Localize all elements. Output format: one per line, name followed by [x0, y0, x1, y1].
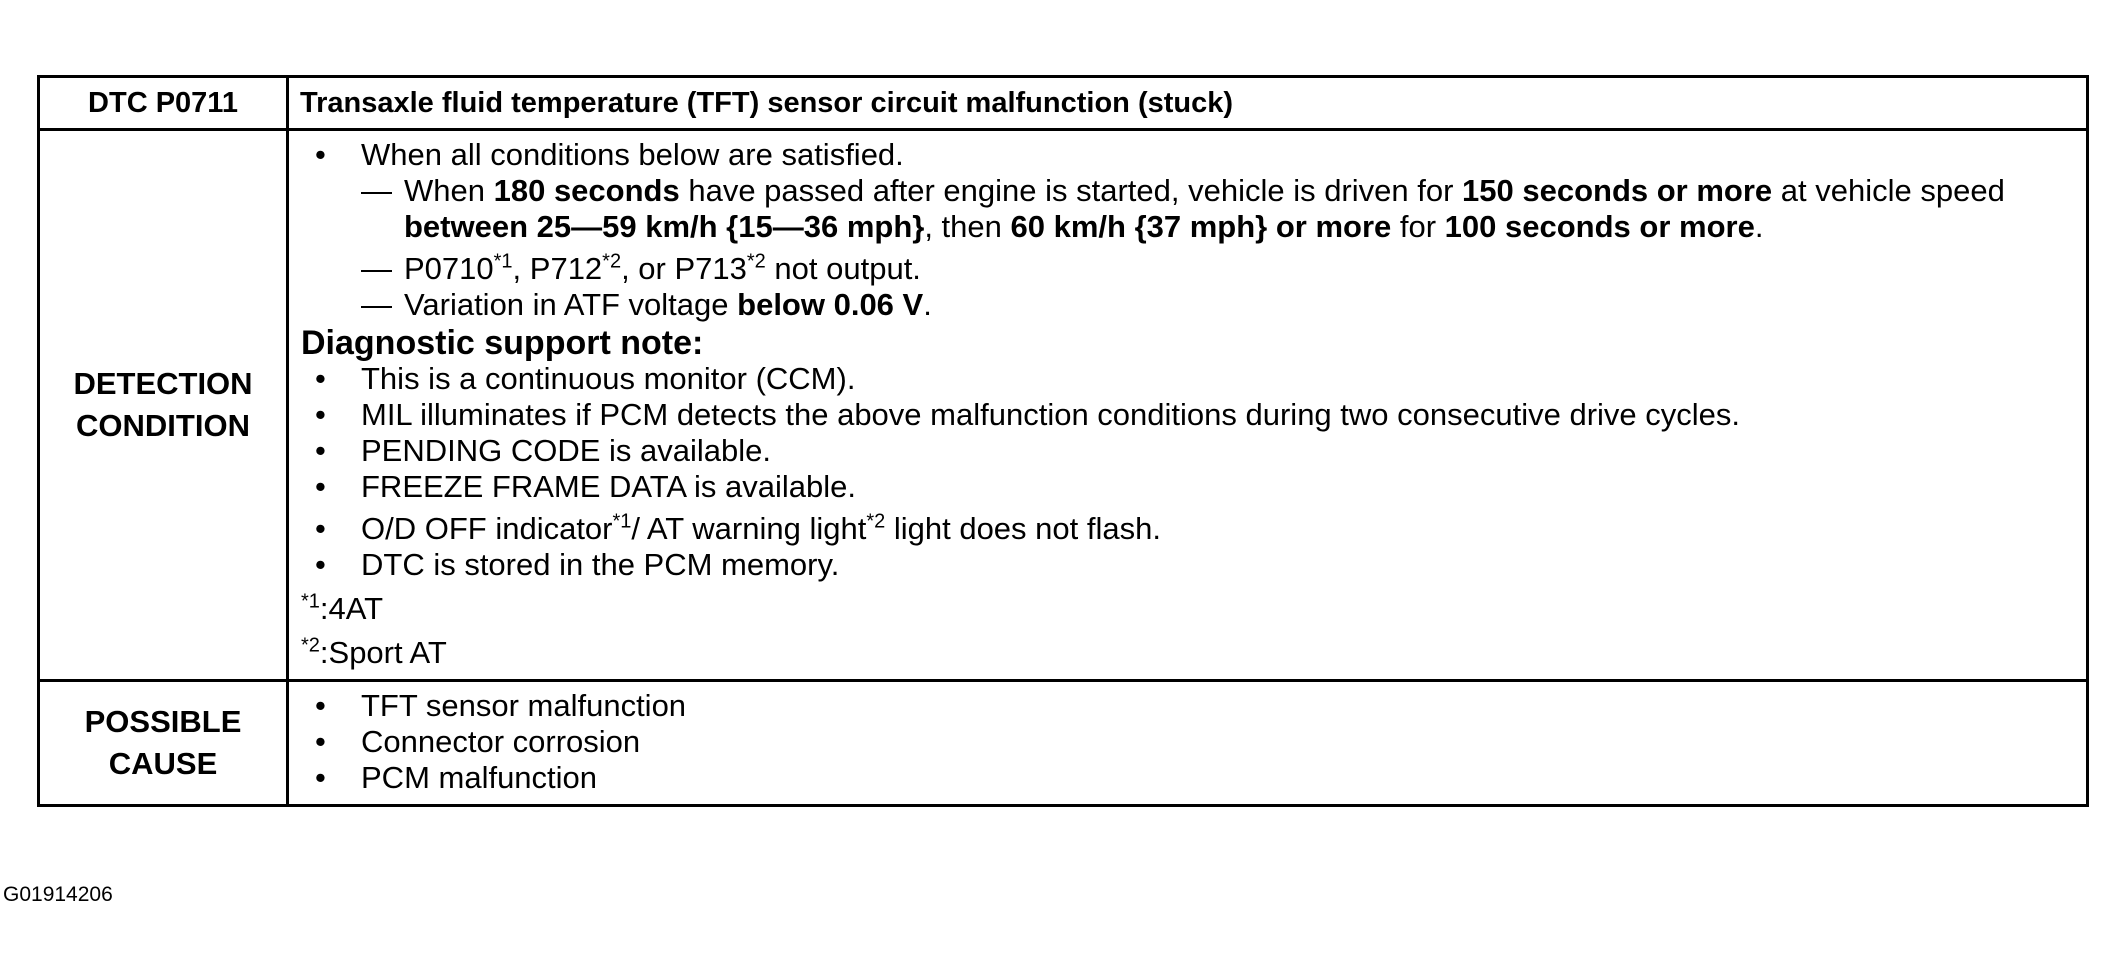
detection-label-line2: CONDITION: [76, 408, 250, 443]
note-item: • FREEZE FRAME DATA is available.: [301, 469, 2074, 505]
text-segment: at vehicle speed: [1772, 173, 2005, 208]
dash-mark: —: [361, 173, 392, 208]
condition-item: [301, 173, 2074, 245]
possible-cause-label-cell: [39, 681, 288, 806]
possible-cause-content-cell: [288, 681, 2088, 806]
footnote-sport-at: [301, 635, 2074, 671]
footnote-mark: *2: [746, 250, 766, 273]
footnote-mark: *2: [602, 250, 622, 273]
footnote-mark: *1: [612, 510, 632, 533]
footnote-text: :Sport AT: [319, 635, 447, 670]
text-segment: light does not flash.: [885, 511, 1161, 546]
text-segment: Variation in ATF voltage: [404, 287, 738, 322]
text-segment: , or P713: [621, 251, 747, 286]
condition-item: [301, 251, 2074, 287]
bold-segment: 60 km/h {37 mph} or more: [1010, 209, 1392, 244]
text-segment: , then: [924, 209, 1011, 244]
text-segment: / AT warning light: [631, 511, 867, 546]
figure-id-caption: G01914206: [3, 883, 113, 906]
detection-label-line1: DETECTION: [73, 366, 253, 401]
text-segment: P0710: [404, 251, 494, 286]
note-item: • DTC is stored in the PCM memory.: [301, 547, 2074, 583]
cause-item: • PCM malfunction: [301, 760, 2074, 796]
possible-cause-row: [39, 681, 2088, 806]
possible-label-line1: POSSIBLE: [84, 704, 242, 739]
cause-item: • Connector corrosion: [301, 724, 2074, 760]
dash-mark: —: [361, 287, 392, 322]
bold-segment: 150 seconds or more: [1462, 173, 1773, 208]
dash-mark: —: [361, 251, 392, 286]
text-segment: have passed after engine is started, vehicle is driven for: [679, 173, 1463, 208]
bold-segment: below 0.06 V: [737, 287, 924, 322]
bold-segment: between 25—59 km/h {15—36 mph}: [404, 209, 925, 244]
text-segment: .: [923, 287, 932, 322]
note-item: • PENDING CODE is available.: [301, 433, 2074, 469]
detection-intro: • When all conditions below are satisfied.: [301, 137, 2074, 173]
detection-content-cell: [288, 130, 2088, 681]
text-segment: .: [1754, 209, 1764, 244]
footnote-text: :4AT: [319, 591, 384, 626]
note-item: [301, 511, 2074, 547]
bold-segment: 100 seconds or more: [1444, 209, 1755, 244]
dtc-code-cell: DTC P0711: [39, 77, 288, 130]
footnote-mark: *2: [301, 634, 320, 657]
note-item: • This is a continuous monitor (CCM).: [301, 361, 2074, 397]
footnote-4at: [301, 591, 2074, 627]
possible-label-line2: CAUSE: [108, 746, 218, 781]
condition-item: [301, 287, 2074, 323]
footnote-mark: *1: [493, 250, 513, 273]
bold-segment: 180 seconds: [493, 173, 680, 208]
dtc-table: [37, 75, 2089, 807]
detection-row: [39, 130, 2088, 681]
text-segment: not output.: [765, 251, 921, 286]
text-segment: O/D OFF indicator: [361, 511, 613, 546]
dtc-title-cell: Transaxle fluid temperature (TFT) sensor circuit malfunction (stuck): [288, 77, 2088, 130]
detection-label-cell: [39, 130, 288, 681]
header-row: [39, 77, 2088, 130]
diagnostic-note-heading: Diagnostic support note:: [301, 324, 704, 362]
footnote-mark: *2: [866, 510, 886, 533]
footnote-mark: *1: [301, 590, 320, 613]
text-segment: When: [404, 173, 494, 208]
note-item: • MIL illuminates if PCM detects the above malfunction conditions during two consecutive drive cycles.: [301, 397, 2074, 433]
cause-item: • TFT sensor malfunction: [301, 688, 2074, 724]
text-segment: for: [1391, 209, 1445, 244]
text-segment: , P712: [512, 251, 603, 286]
